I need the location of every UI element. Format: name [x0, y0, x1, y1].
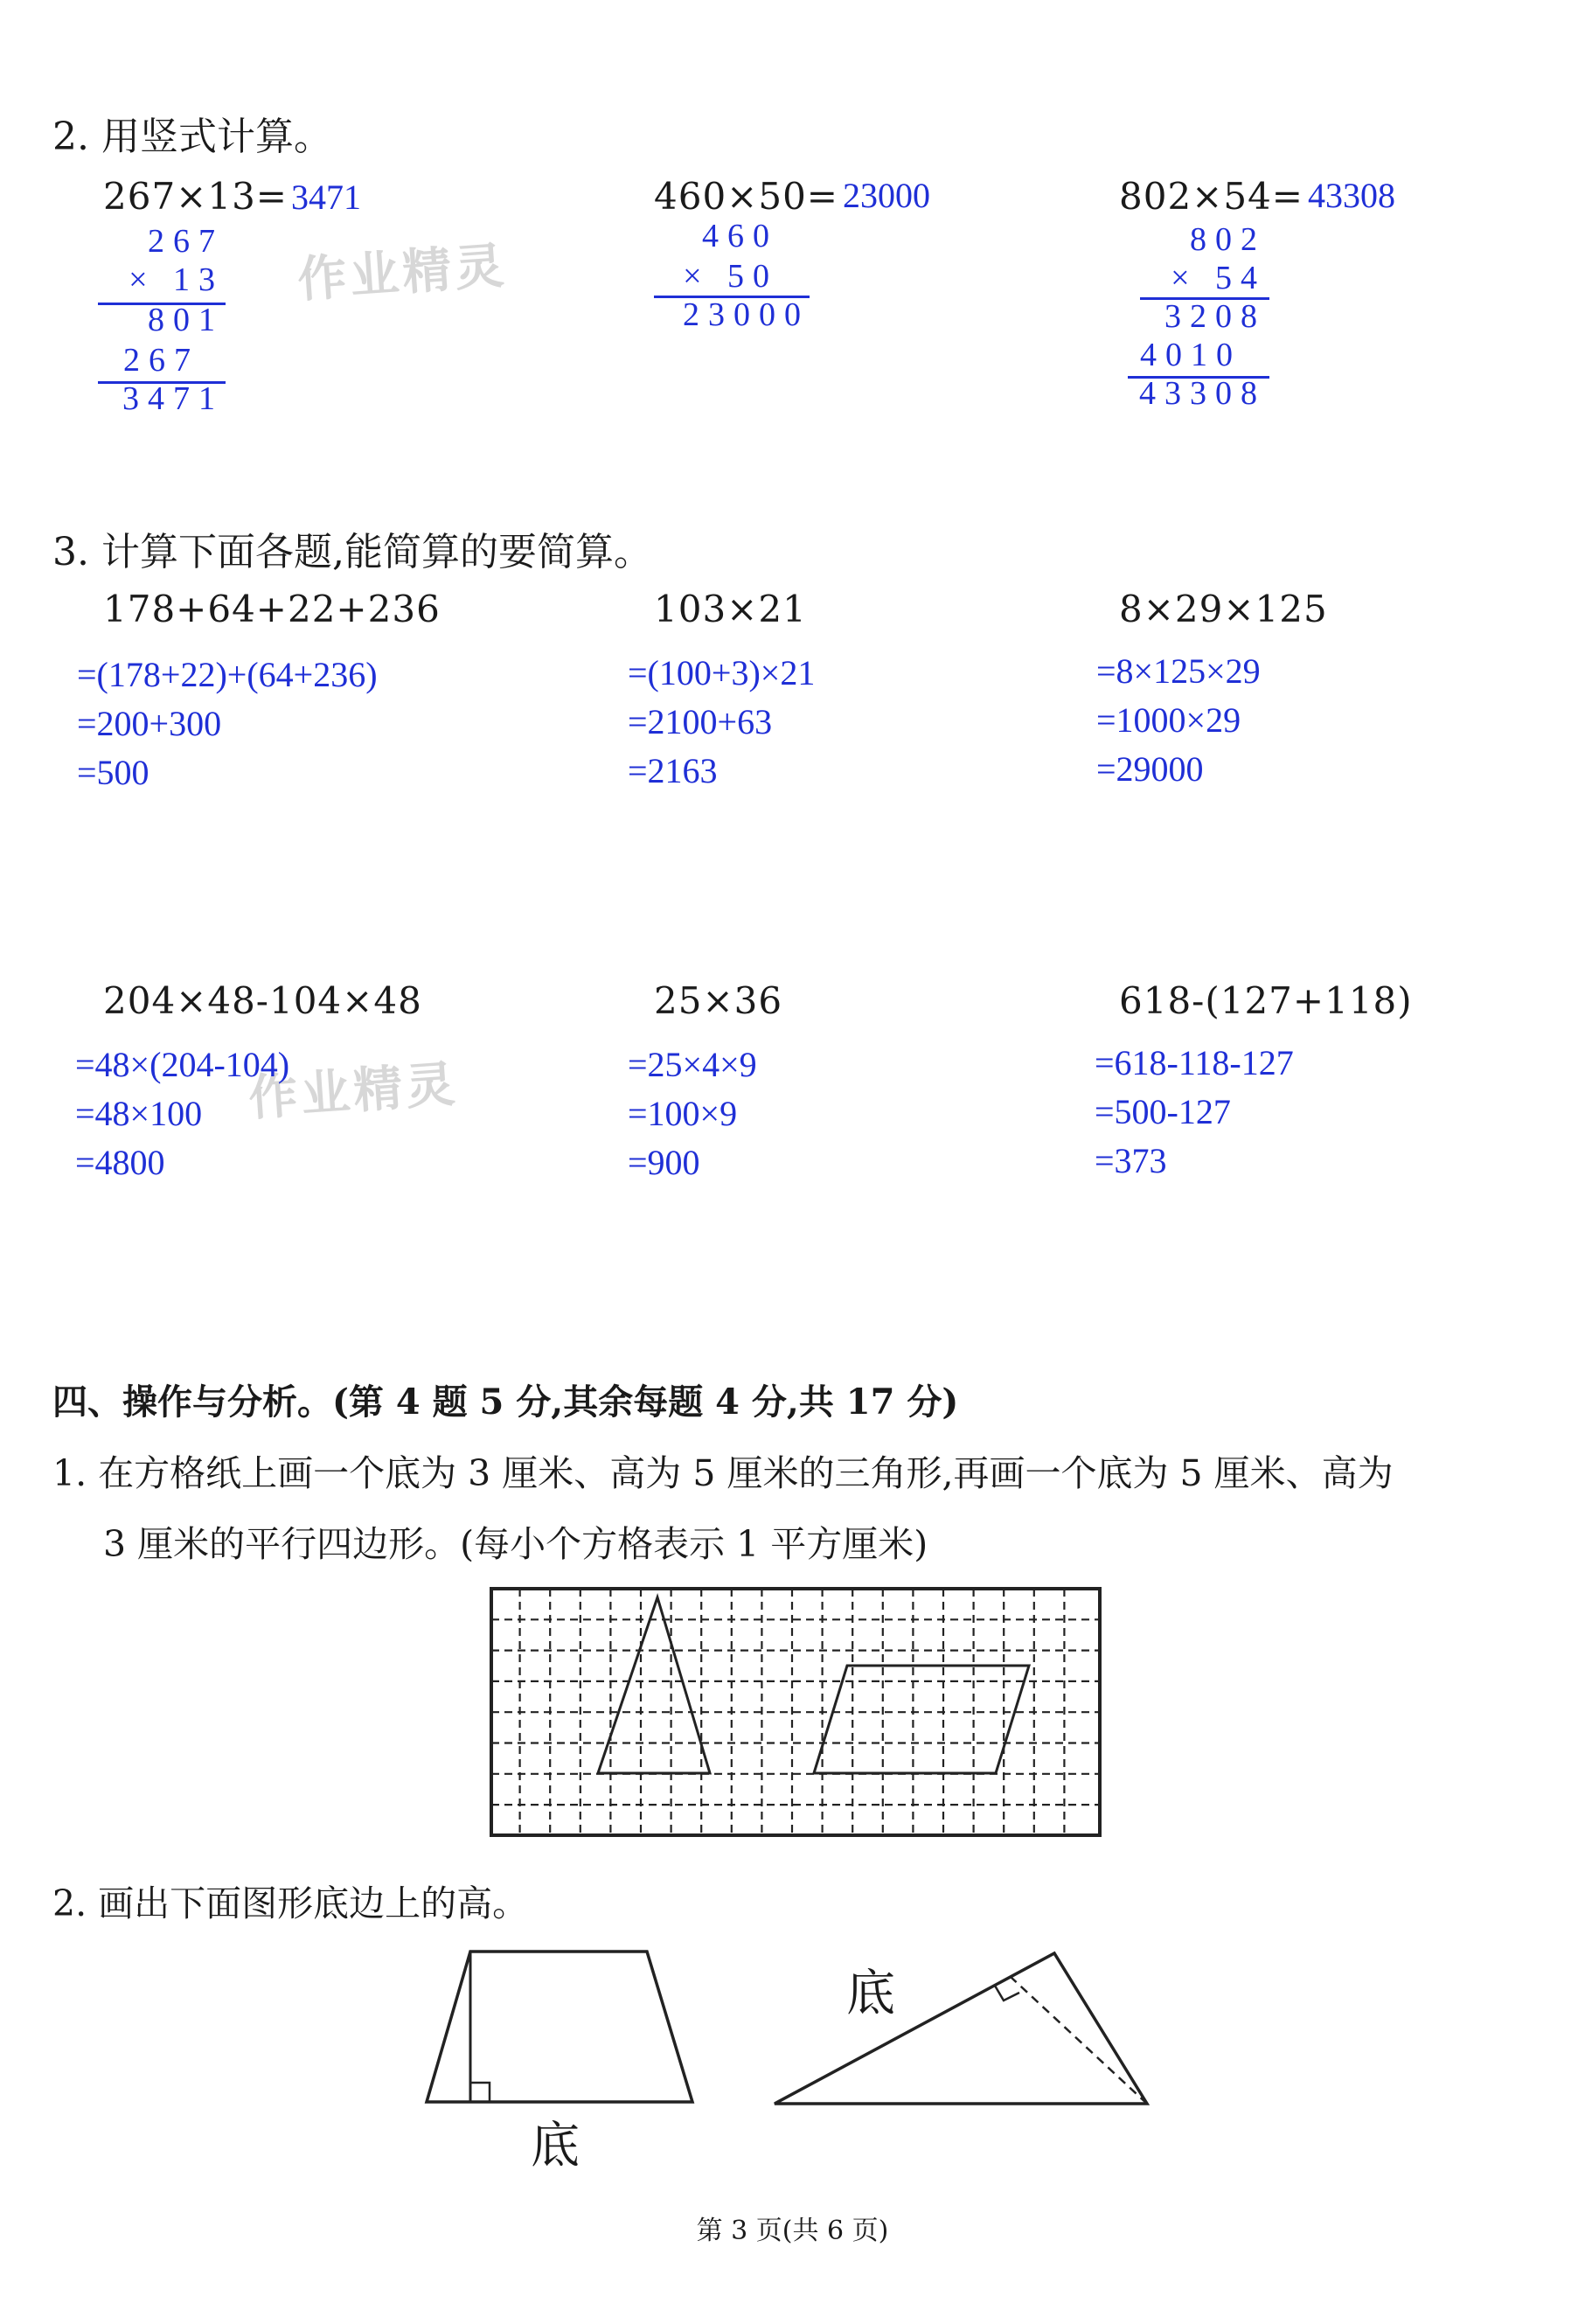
q2-v2-mul: × 50 — [683, 258, 778, 295]
q3-expr-3: 8×29×125 — [1119, 588, 1328, 630]
q2-v2-top: 460 — [702, 218, 778, 254]
q3-step-1-1: =(178+22)+(64+236) — [77, 655, 378, 694]
q3-step-4-1: =48×(204-104) — [75, 1045, 290, 1084]
q3-expr-2: 103×21 — [654, 588, 807, 630]
q3-title: 3. 计算下面各题,能简算的要简算。 — [52, 530, 652, 574]
base-label-trapezoid: 底 — [531, 2118, 580, 2174]
q3-step-2-2: =2100+63 — [628, 702, 773, 741]
q2-expr-3: 802×54= — [1119, 175, 1303, 218]
q3-step-2-1: =(100+3)×21 — [628, 653, 816, 692]
q3-step-2-3: =2163 — [628, 751, 718, 790]
q2-v1-mul: × 13 — [129, 261, 224, 298]
grid-dashed-lines — [491, 1589, 1100, 1835]
triangle-shape — [775, 1953, 1147, 2104]
s4-q1-line2: 3 厘米的平行四边形。(每小个方格表示 1 平方厘米) — [103, 1523, 928, 1565]
q2-v3-partial2: 4010 — [1140, 337, 1241, 373]
q2-expr-1: 267×13= — [103, 175, 288, 218]
grid-paper-figure — [490, 1587, 1110, 1840]
trapezoid-shape — [427, 1952, 692, 2102]
q3-step-1-3: =500 — [77, 753, 149, 792]
s4-q2-title: 2. 画出下面图形底边上的高。 — [52, 1882, 529, 1924]
q2-v3-partial1: 3208 — [1164, 298, 1266, 335]
right-angle-mark-2 — [995, 1986, 1019, 2000]
q3-step-1-2: =200+300 — [77, 704, 222, 743]
q2-v3-result: 43308 — [1139, 375, 1266, 412]
right-angle-mark-1 — [470, 2083, 490, 2102]
q2-answer-3: 43308 — [1308, 176, 1395, 215]
q3-step-5-2: =100×9 — [628, 1094, 738, 1133]
q3-step-3-2: =1000×29 — [1096, 700, 1241, 740]
q2-v1-top: 267 — [148, 223, 224, 260]
q3-step-3-1: =8×125×29 — [1096, 651, 1261, 691]
q3-step-4-3: =4800 — [75, 1143, 165, 1182]
base-label-triangle: 底 — [846, 1966, 895, 2022]
section4-title: 四、操作与分析。(第 4 题 5 分,其余每题 4 分,共 17 分) — [52, 1381, 959, 1423]
q2-answer-1: 3471 — [291, 177, 361, 217]
q3-expr-4: 204×48-104×48 — [103, 979, 422, 1022]
q3-step-5-3: =900 — [628, 1143, 700, 1182]
q2-v3-mul: × 54 — [1171, 260, 1266, 296]
q3-step-6-3: =373 — [1095, 1141, 1167, 1180]
q2-v3-top: 802 — [1190, 221, 1266, 258]
q2-v1-partial2: 267 — [123, 342, 199, 379]
q2-title: 2. 用竖式计算。 — [52, 115, 332, 159]
q3-step-6-2: =500-127 — [1095, 1092, 1231, 1131]
q3-expr-6: 618-(127+118) — [1119, 979, 1413, 1022]
q2-answer-2: 23000 — [843, 176, 930, 215]
q2-v1-partial1: 801 — [148, 302, 224, 338]
trapezoid-figure — [420, 1943, 717, 2118]
triangle-figure — [768, 1946, 1170, 2121]
watermark-1: 作业精灵 — [295, 237, 510, 310]
q3-step-5-1: =25×4×9 — [628, 1045, 757, 1084]
q3-step-4-2: =48×100 — [75, 1094, 203, 1133]
q3-expr-1: 178+64+22+236 — [103, 588, 441, 630]
q3-expr-5: 25×36 — [654, 979, 783, 1022]
q2-expr-2: 460×50= — [654, 175, 838, 218]
drawn-triangle — [598, 1597, 710, 1773]
q3-step-3-3: =29000 — [1096, 749, 1204, 789]
q3-step-6-1: =618-118-127 — [1095, 1043, 1294, 1082]
page-footer: 第 3 页(共 6 页) — [696, 2216, 889, 2246]
s4-q1-line1: 1. 在方格纸上画一个底为 3 厘米、高为 5 厘米的三角形,再画一个底为 5 厘米、高为 — [52, 1452, 1394, 1494]
q2-v1-result: 3471 — [122, 380, 224, 417]
q2-v2-result: 23000 — [683, 296, 810, 333]
watermark-2: 作业精灵 — [247, 1055, 461, 1128]
